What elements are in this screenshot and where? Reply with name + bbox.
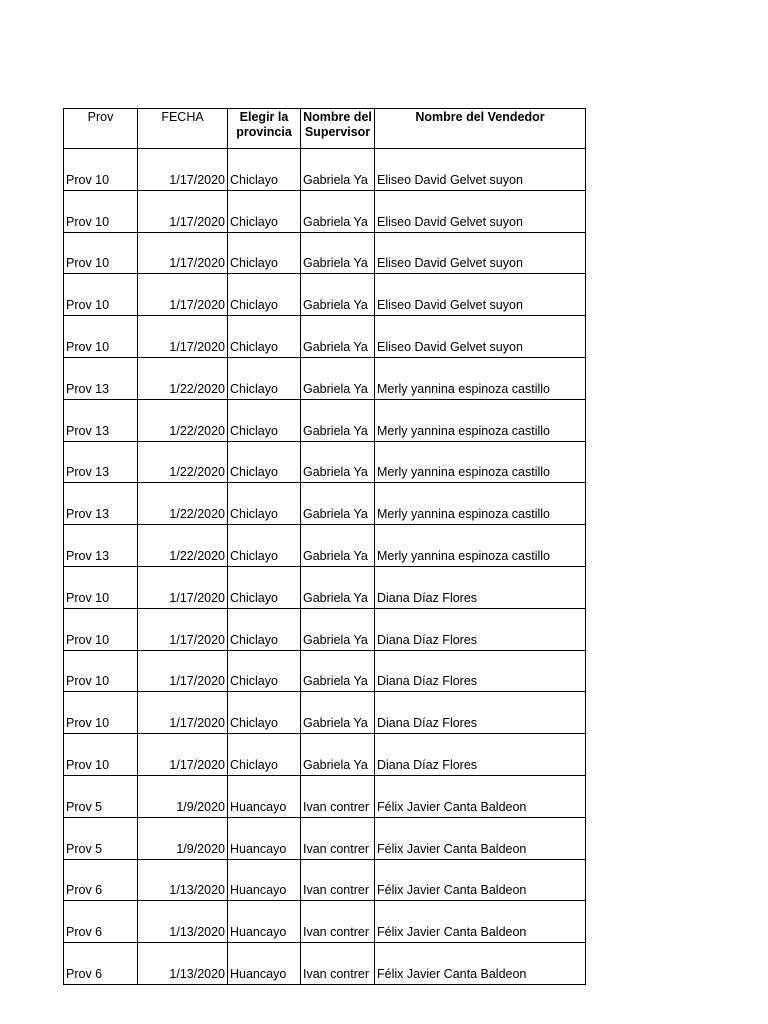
table-row [64,441,586,483]
cell-supervisor: Gabriela Ya [301,608,375,650]
table-body [64,149,586,985]
cell-vendedor: Félix Javier Canta Baldeon [375,775,586,817]
cell-provincia: Huancayo [228,817,301,859]
cell-provincia: Chiclayo [228,399,301,441]
cell-fecha: 1/22/2020 [138,441,228,483]
cell-provincia: Chiclayo [228,441,301,483]
cell-provincia: Chiclayo [228,650,301,692]
cell-fecha: 1/17/2020 [138,566,228,608]
cell-prov: Prov 6 [64,901,138,943]
cell-vendedor: Diana Díaz Flores [375,692,586,734]
cell-provincia: Chiclayo [228,608,301,650]
cell-vendedor: Merly yannina espinoza castillo [375,441,586,483]
cell-provincia: Chiclayo [228,274,301,316]
cell-vendedor: Félix Javier Canta Baldeon [375,859,586,901]
cell-supervisor: Gabriela Ya [301,232,375,274]
cell-fecha: 1/17/2020 [138,692,228,734]
table-row [64,859,586,901]
cell-supervisor: Gabriela Ya [301,149,375,191]
cell-vendedor: Diana Díaz Flores [375,608,586,650]
cell-supervisor: Gabriela Ya [301,650,375,692]
cell-vendedor: Diana Díaz Flores [375,566,586,608]
cell-prov: Prov 13 [64,357,138,399]
cell-prov: Prov 10 [64,566,138,608]
cell-fecha: 1/13/2020 [138,859,228,901]
table-row [64,608,586,650]
table-header [64,109,586,149]
cell-fecha: 1/13/2020 [138,901,228,943]
cell-prov: Prov 10 [64,149,138,191]
table-row [64,316,586,358]
table-row [64,775,586,817]
cell-fecha: 1/17/2020 [138,149,228,191]
cell-vendedor: Merly yannina espinoza castillo [375,399,586,441]
cell-provincia: Chiclayo [228,316,301,358]
cell-vendedor: Eliseo David Gelvet suyon [375,149,586,191]
cell-vendedor: Eliseo David Gelvet suyon [375,190,586,232]
cell-supervisor: Ivan contrer [301,775,375,817]
cell-provincia: Chiclayo [228,357,301,399]
cell-prov: Prov 10 [64,734,138,776]
cell-prov: Prov 10 [64,692,138,734]
cell-supervisor: Gabriela Ya [301,441,375,483]
table-row [64,274,586,316]
cell-provincia: Huancayo [228,943,301,985]
cell-provincia: Chiclayo [228,692,301,734]
cell-provincia: Chiclayo [228,734,301,776]
cell-prov: Prov 6 [64,859,138,901]
cell-prov: Prov 10 [64,232,138,274]
cell-prov: Prov 13 [64,441,138,483]
cell-prov: Prov 5 [64,775,138,817]
cell-provincia: Chiclayo [228,232,301,274]
header-vendedor: Nombre del Vendedor [375,109,586,149]
cell-prov: Prov 13 [64,525,138,567]
cell-fecha: 1/17/2020 [138,274,228,316]
cell-vendedor: Diana Díaz Flores [375,650,586,692]
header-provincia: Elegir la provincia [228,109,301,149]
cell-supervisor: Ivan contrer [301,859,375,901]
cell-provincia: Chiclayo [228,525,301,567]
cell-fecha: 1/17/2020 [138,190,228,232]
header-fecha: FECHA [138,109,228,149]
cell-fecha: 1/22/2020 [138,357,228,399]
cell-fecha: 1/22/2020 [138,525,228,567]
cell-fecha: 1/17/2020 [138,232,228,274]
cell-fecha: 1/17/2020 [138,316,228,358]
cell-fecha: 1/17/2020 [138,650,228,692]
cell-prov: Prov 5 [64,817,138,859]
cell-provincia: Chiclayo [228,483,301,525]
cell-vendedor: Félix Javier Canta Baldeon [375,817,586,859]
cell-vendedor: Eliseo David Gelvet suyon [375,232,586,274]
table-row [64,901,586,943]
cell-supervisor: Gabriela Ya [301,734,375,776]
cell-supervisor: Gabriela Ya [301,190,375,232]
cell-provincia: Chiclayo [228,149,301,191]
cell-fecha: 1/22/2020 [138,399,228,441]
cell-vendedor: Diana Díaz Flores [375,734,586,776]
table-row [64,734,586,776]
cell-vendedor: Merly yannina espinoza castillo [375,357,586,399]
cell-fecha: 1/17/2020 [138,608,228,650]
cell-vendedor: Eliseo David Gelvet suyon [375,316,586,358]
cell-fecha: 1/22/2020 [138,483,228,525]
cell-fecha: 1/13/2020 [138,943,228,985]
table-row [64,650,586,692]
spreadsheet-table [63,108,586,985]
cell-supervisor: Ivan contrer [301,943,375,985]
header-supervisor: Nombre del Supervisor [301,109,375,149]
cell-prov: Prov 13 [64,399,138,441]
cell-prov: Prov 13 [64,483,138,525]
cell-prov: Prov 10 [64,608,138,650]
cell-prov: Prov 6 [64,943,138,985]
cell-supervisor: Gabriela Ya [301,274,375,316]
cell-supervisor: Gabriela Ya [301,692,375,734]
cell-prov: Prov 10 [64,190,138,232]
table-row [64,357,586,399]
table-row [64,525,586,567]
cell-prov: Prov 10 [64,650,138,692]
cell-fecha: 1/9/2020 [138,775,228,817]
header-row [64,109,586,149]
table-row [64,943,586,985]
cell-supervisor: Gabriela Ya [301,483,375,525]
cell-provincia: Huancayo [228,859,301,901]
cell-vendedor: Félix Javier Canta Baldeon [375,943,586,985]
table-row [64,566,586,608]
table-row [64,817,586,859]
table-row [64,232,586,274]
cell-provincia: Chiclayo [228,190,301,232]
table-row [64,399,586,441]
table-row [64,483,586,525]
header-prov: Prov [64,109,138,149]
table-row [64,149,586,191]
cell-supervisor: Gabriela Ya [301,525,375,567]
cell-vendedor: Merly yannina espinoza castillo [375,525,586,567]
cell-prov: Prov 10 [64,316,138,358]
cell-supervisor: Gabriela Ya [301,566,375,608]
cell-supervisor: Gabriela Ya [301,316,375,358]
cell-supervisor: Ivan contrer [301,901,375,943]
cell-provincia: Huancayo [228,775,301,817]
cell-supervisor: Gabriela Ya [301,399,375,441]
cell-vendedor: Merly yannina espinoza castillo [375,483,586,525]
cell-fecha: 1/9/2020 [138,817,228,859]
cell-provincia: Chiclayo [228,566,301,608]
table-row [64,692,586,734]
cell-provincia: Huancayo [228,901,301,943]
cell-vendedor: Eliseo David Gelvet suyon [375,274,586,316]
cell-prov: Prov 10 [64,274,138,316]
cell-fecha: 1/17/2020 [138,734,228,776]
cell-supervisor: Gabriela Ya [301,357,375,399]
cell-vendedor: Félix Javier Canta Baldeon [375,901,586,943]
cell-supervisor: Ivan contrer [301,817,375,859]
table-row [64,190,586,232]
